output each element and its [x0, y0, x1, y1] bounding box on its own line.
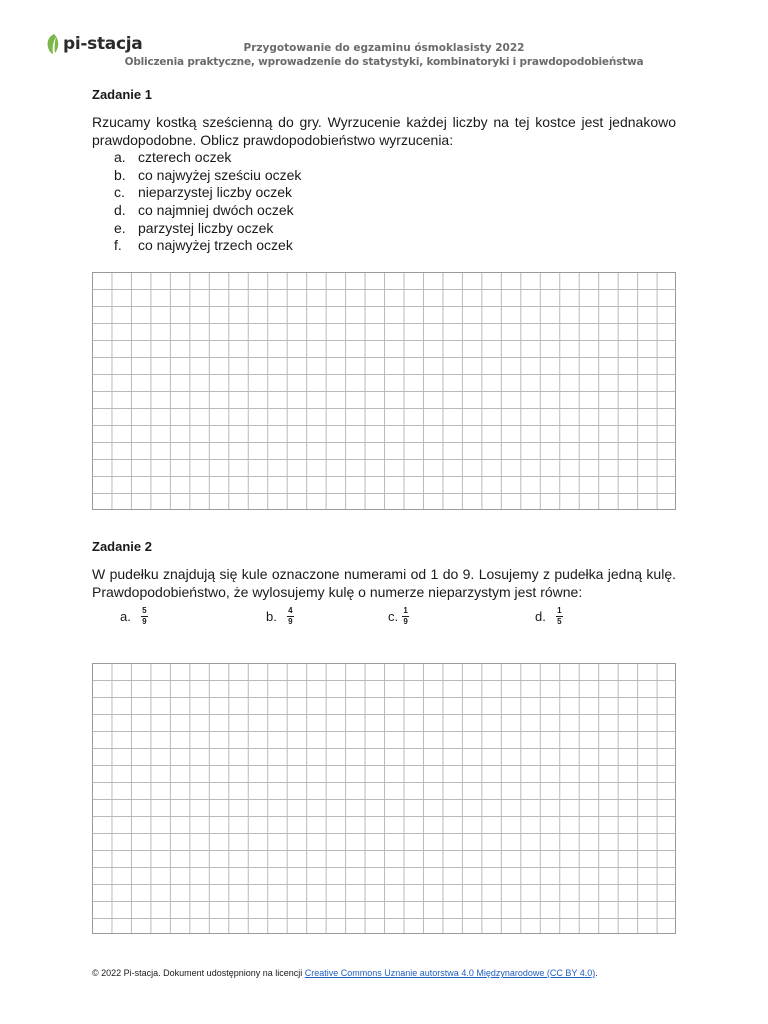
fraction	[556, 607, 563, 626]
option-text: co najwyżej trzech oczek	[138, 237, 293, 253]
fraction-denominator: 5	[557, 617, 562, 626]
answer-letter: c.	[388, 609, 399, 624]
task2-answer-grid[interactable]	[92, 663, 676, 934]
task1-answer-grid[interactable]	[92, 272, 676, 510]
option-letter: b.	[114, 167, 126, 183]
task1-title: Zadanie 1	[92, 87, 152, 102]
footer-text: © 2022 Pi-stacja. Dokument udostępniony na licencji	[92, 968, 305, 978]
fraction	[402, 607, 409, 626]
answer-letter: b.	[266, 609, 277, 624]
fraction-numerator: 4	[288, 606, 293, 615]
fraction-denominator: 9	[403, 617, 408, 626]
answer-option-d[interactable]	[535, 607, 563, 626]
task2-text: W pudełku znajdują się kule oznaczone numerami od 1 do 9. Losujemy z pudełka jedną kulę. Prawdopodobieństwo, że wylosujemy kulę o numerze nieparzystym jest równe:	[92, 566, 676, 600]
leaf-icon	[46, 33, 60, 55]
option-letter: c.	[114, 184, 125, 200]
fraction-numerator: 1	[557, 606, 562, 615]
option-letter: f.	[114, 237, 122, 253]
answer-option-a[interactable]	[120, 607, 148, 626]
answer-letter: d.	[535, 609, 546, 624]
fraction-numerator: 1	[403, 606, 408, 615]
footer-end: .	[595, 968, 598, 978]
option-letter: e.	[114, 220, 126, 236]
page-header	[100, 41, 668, 69]
option-text: co najmniej dwóch oczek	[138, 202, 294, 218]
header-subtitle: Obliczenia praktyczne, wprowadzenie do statystyki, kombinatoryki i prawdopodobieństwa	[124, 56, 644, 68]
option-text: nieparzystej liczby oczek	[138, 184, 293, 200]
logo-text: pi-stacja	[63, 34, 143, 54]
license-link[interactable]: Creative Commons Uznanie autorstwa 4.0 Międzynarodowe (CC BY 4.0)	[304, 968, 596, 978]
footer	[92, 968, 598, 978]
header-title: Przygotowanie do egzaminu ósmoklasisty 2022	[243, 42, 525, 54]
option-text: parzystej liczby oczek	[138, 220, 274, 236]
option-text: czterech oczek	[138, 149, 232, 165]
task1-text: Rzucamy kostką sześcienną do gry. Wyrzucenie każdej liczby na tej kostce jest jednakowo prawdopodobne. Oblicz prawdopodobieństwo wyrzucenia:	[92, 114, 676, 148]
option-text: co najwyżej sześciu oczek	[138, 167, 302, 183]
task2-title: Zadanie 2	[92, 539, 152, 554]
fraction-numerator: 5	[142, 606, 147, 615]
fraction-denominator: 9	[288, 617, 293, 626]
fraction	[141, 607, 148, 626]
answer-letter: a.	[120, 609, 131, 624]
answer-option-c[interactable]	[388, 607, 409, 626]
answer-option-b[interactable]	[266, 607, 294, 626]
fraction	[287, 607, 294, 626]
option-letter: a.	[114, 149, 126, 165]
fraction-denominator: 9	[142, 617, 147, 626]
option-letter: d.	[114, 202, 126, 218]
